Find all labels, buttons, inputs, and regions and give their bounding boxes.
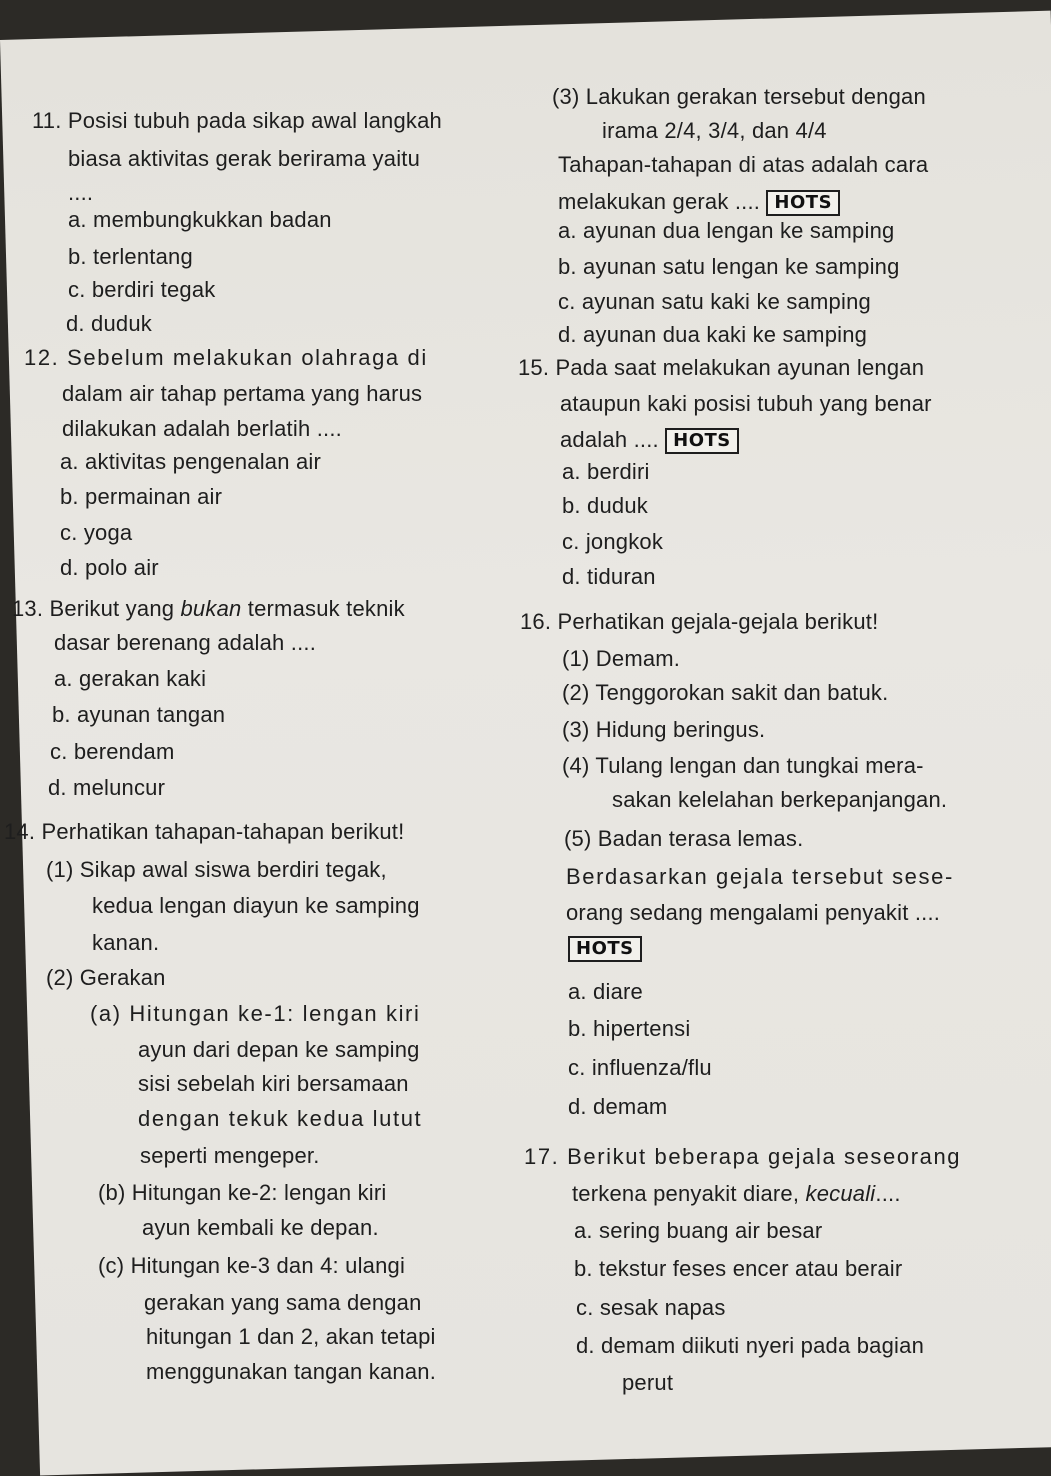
q16-option-b: b. hipertensi	[568, 1016, 691, 1041]
q15-option-d: d. tiduran	[562, 564, 656, 589]
q16-option-d: d. demam	[568, 1094, 668, 1119]
q13-stem-line2: dasar berenang adalah ....	[54, 630, 317, 655]
q14-step2a-line2: ayun dari depan ke samping	[138, 1037, 420, 1062]
q14-step2-label: (2) Gerakan	[46, 965, 166, 990]
q12-option-a: a. aktivitas pengenalan air	[60, 449, 322, 474]
q16-symptom-2: (2) Tenggorokan sakit dan batuk.	[562, 680, 889, 705]
q12-option-b: b. permainan air	[60, 484, 223, 509]
q11-stem-line2: biasa aktivitas gerak berirama yaitu	[68, 146, 421, 171]
q12-option-c: c. yoga	[60, 520, 133, 545]
q14-option-d: d. ayunan dua kaki ke samping	[558, 322, 868, 347]
q15-option-a: a. berdiri	[562, 459, 650, 484]
q16-stem-line1: 16. Perhatikan gejala-gejala berikut!	[520, 609, 879, 634]
q15-stem-line3	[560, 427, 739, 454]
q14-step2a-line5: seperti mengeper.	[140, 1143, 320, 1168]
q15-option-b: b. duduk	[562, 493, 649, 518]
q14-step1-line1: (1) Sikap awal siswa berdiri tegak,	[46, 857, 387, 882]
q14-option-a: a. ayunan dua lengan ke samping	[558, 218, 895, 243]
q17-option-a: a. sering buang air besar	[574, 1218, 823, 1243]
q14-step2c-line4: menggunakan tangan kanan.	[146, 1359, 437, 1384]
q14-step2b-line1: (b) Hitungan ke-2: lengan kiri	[98, 1180, 387, 1205]
q13-stem-emphasis: bukan	[180, 596, 242, 621]
q14-hots-badge: HOTS	[766, 190, 840, 216]
q15-option-c: c. jongkok	[562, 529, 664, 554]
q11-option-b: b. terlentang	[68, 244, 193, 269]
q13-stem-pre: 13. Berikut yang	[12, 596, 181, 621]
q14-step2a-line4: dengan tekuk kedua lutut	[138, 1106, 423, 1131]
q14-stem-line3	[558, 189, 840, 216]
q14-stem-line1: 14. Perhatikan tahapan-tahapan berikut!	[4, 819, 405, 844]
q16-symptom-1: (1) Demam.	[562, 646, 681, 671]
q17-stem-line2	[572, 1181, 901, 1207]
q14-step2c-line2: gerakan yang sama dengan	[144, 1290, 422, 1315]
q17-stem-emphasis: kecuali	[805, 1181, 876, 1206]
q16-symptom-3: (3) Hidung beringus.	[562, 717, 766, 742]
q11-option-a: a. membungkukkan badan	[68, 207, 332, 232]
q14-step2a-line1: (a) Hitungan ke-1: lengan kiri	[90, 1001, 421, 1026]
q17-stem-post: ....	[875, 1181, 901, 1206]
q17-option-b: b. tekstur feses encer atau berair	[574, 1256, 903, 1281]
q13-option-d: d. meluncur	[48, 775, 166, 800]
q14-stem-text: melakukan gerak ....	[558, 189, 761, 214]
q16-symptom-5: (5) Badan terasa lemas.	[564, 826, 804, 851]
q16-symptom-4-line2: sakan kelelahan berkepanjangan.	[612, 787, 948, 812]
q12-stem-line2: dalam air tahap pertama yang harus	[62, 381, 423, 406]
q15-hots-badge: HOTS	[665, 428, 739, 454]
q14-stem-line2: Tahapan-tahapan di atas adalah cara	[558, 152, 929, 177]
q16-stem-line2: Berdasarkan gejala tersebut sese-	[566, 864, 954, 889]
q13-stem-post: termasuk teknik	[241, 596, 405, 621]
q14-option-c: c. ayunan satu kaki ke samping	[558, 289, 871, 314]
q11-option-d: d. duduk	[66, 311, 153, 336]
q13-option-c: c. berendam	[50, 739, 175, 764]
q11-option-c: c. berdiri tegak	[68, 277, 216, 302]
q17-stem-pre: terkena penyakit diare,	[572, 1181, 806, 1206]
q13-stem-line1	[12, 596, 405, 622]
q12-stem-line1: 12. Sebelum melakukan olahraga di	[24, 345, 428, 370]
q16-stem-line3: orang sedang mengalami penyakit ....	[566, 900, 941, 925]
q17-option-d-line2: perut	[622, 1370, 674, 1395]
q14-step1-line3: kanan.	[92, 930, 160, 955]
q17-option-c: c. sesak napas	[576, 1295, 726, 1320]
q16-option-c: c. influenza/flu	[568, 1055, 712, 1080]
q14-option-b: b. ayunan satu lengan ke samping	[558, 254, 900, 279]
q17-option-d-line1: d. demam diikuti nyeri pada bagian	[576, 1333, 925, 1358]
q12-option-d: d. polo air	[60, 555, 159, 580]
q11-stem-line1: 11. Posisi tubuh pada sikap awal langkah	[32, 108, 442, 133]
q15-stem-text: adalah ....	[560, 427, 659, 452]
q12-stem-line3: dilakukan adalah berlatih ....	[62, 416, 342, 441]
q17-stem-line1: 17. Berikut beberapa gejala seseorang	[524, 1144, 962, 1169]
q14-step2a-line3: sisi sebelah kiri bersamaan	[138, 1071, 409, 1096]
q14-step1-line2: kedua lengan diayun ke samping	[92, 893, 420, 918]
q11-stem-line3: ....	[68, 180, 94, 205]
q13-option-b: b. ayunan tangan	[52, 702, 226, 727]
q13-option-a: a. gerakan kaki	[54, 666, 207, 691]
q15-stem-line1: 15. Pada saat melakukan ayunan lengan	[518, 355, 925, 380]
q14-step2c-line3: hitungan 1 dan 2, akan tetapi	[146, 1324, 436, 1349]
q16-option-a: a. diare	[568, 979, 643, 1004]
q14-step2c-line1: (c) Hitungan ke-3 dan 4: ulangi	[98, 1253, 406, 1278]
q16-hots-badge: HOTS	[568, 936, 642, 962]
q16-symptom-4-line1: (4) Tulang lengan dan tungkai mera-	[562, 753, 924, 778]
q16-hots-row	[568, 935, 642, 962]
q14-step2b-line2: ayun kembali ke depan.	[142, 1215, 379, 1240]
q14-step3-line1: (3) Lakukan gerakan tersebut dengan	[552, 84, 926, 109]
q15-stem-line2: ataupun kaki posisi tubuh yang benar	[560, 391, 932, 416]
q14-step3-line2: irama 2/4, 3/4, dan 4/4	[602, 118, 827, 143]
